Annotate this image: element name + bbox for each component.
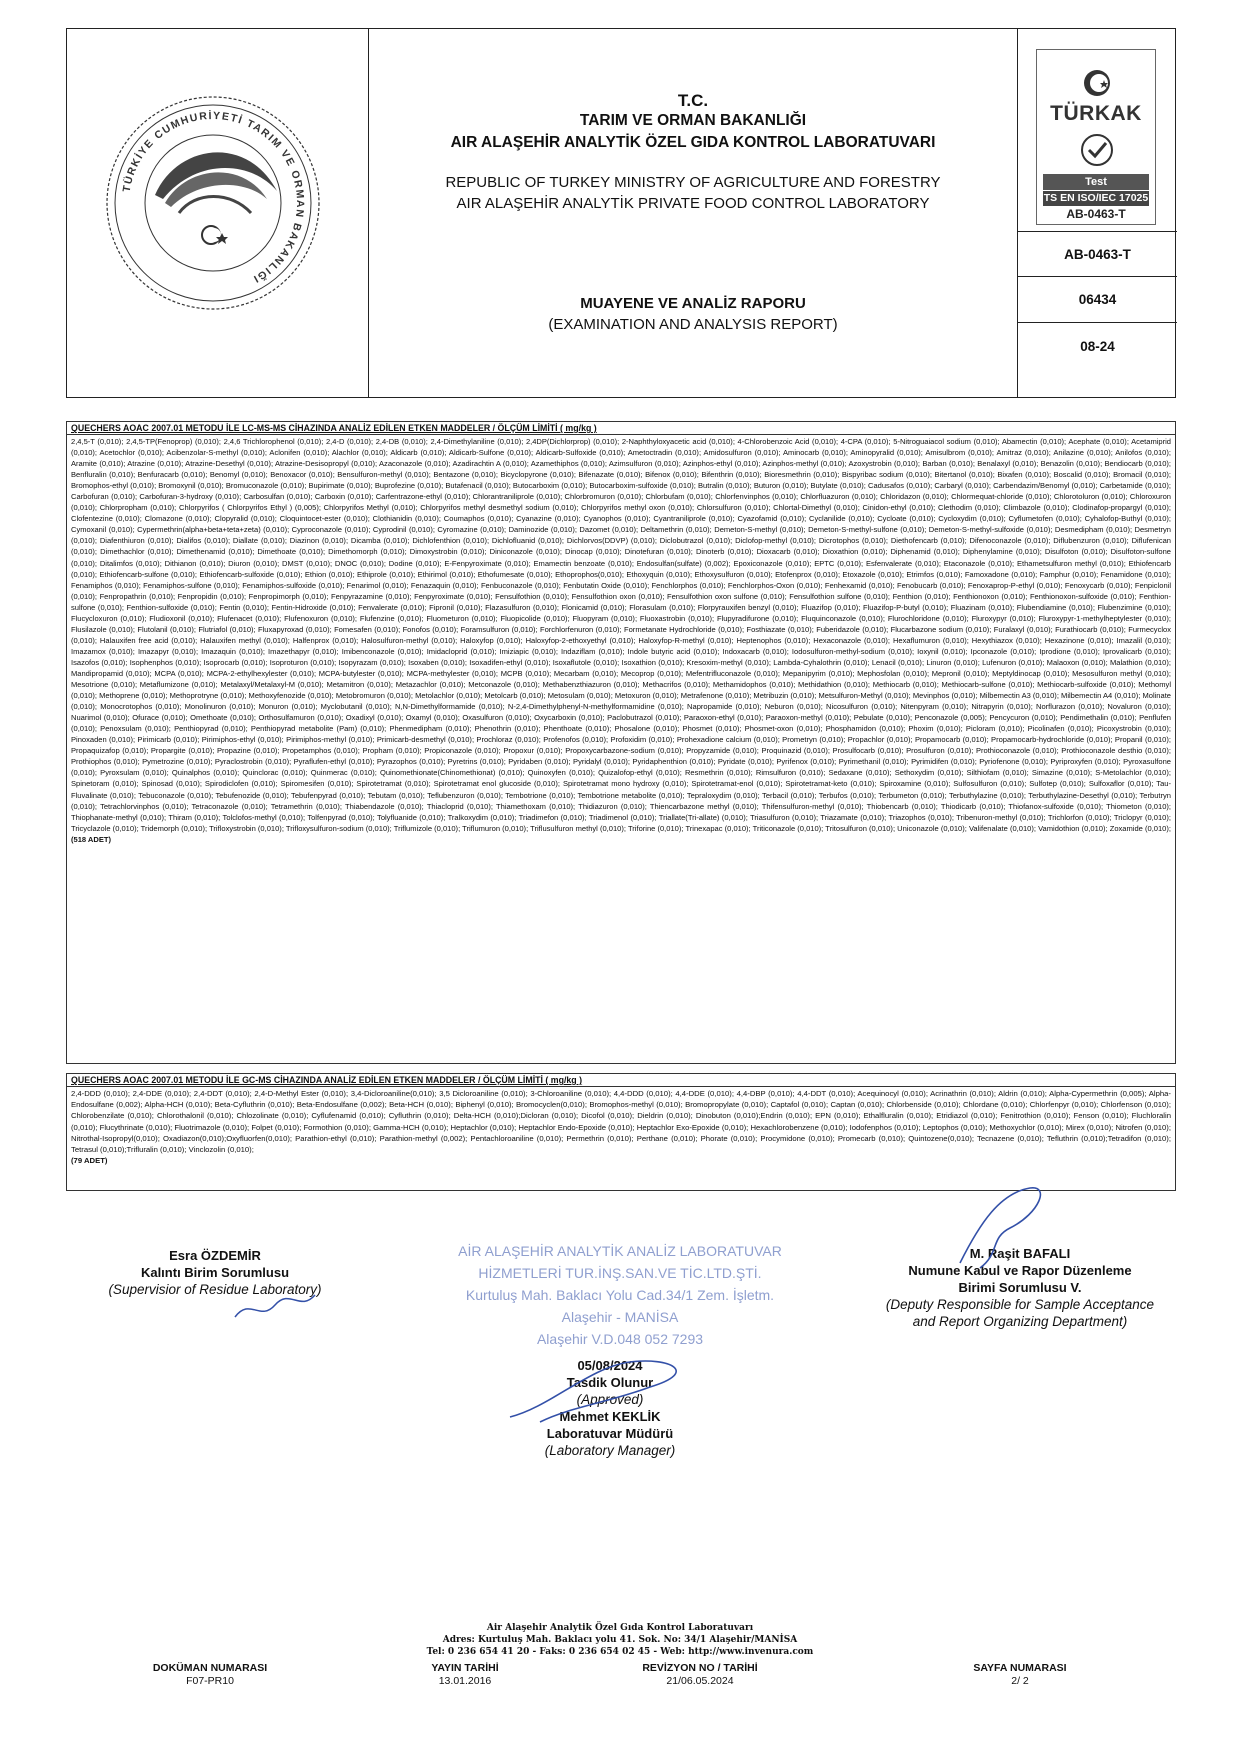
supervisor-title-en: (Supervisior of Residue Laboratory) [108,1282,322,1297]
turkak-badge [1036,49,1156,225]
supervisor-signature-block [80,1247,350,1298]
gcms-analyte-count: (79 ADET) [71,1156,108,1166]
manager-signature-block [460,1357,760,1459]
footer-revision [600,1662,800,1688]
gcms-section-title: QUECHERS AOAC 2007.01 METODU İLE GC-MS CİHAZINDA ANALİZ EDİLEN ETKEN MADDELER / ÖLÇÜM LİMİTİ ( mg/kg ) [67,1074,1175,1087]
footer-publish-date [390,1662,540,1688]
stamp-line: Kurtuluş Mah. Baklacı Yolu Cad.34/1 Zem. İşletm. [465,1287,775,1303]
footer-company: Air Alaşehir Analytik Özel Gıda Kontrol Laboratuvarı [486,1623,754,1633]
revision-value: 21/06.05.2024 [666,1675,734,1687]
deputy-signature-block [845,1245,1195,1330]
deputy-title-en-1: (Deputy Responsible for Sample Acceptance [885,1297,1155,1312]
turkak-standard: TS EN ISO/IEC 17025 [1043,192,1149,204]
supervisor-name: Esra ÖZDEMİR [169,1248,261,1263]
lab-name-en: AIR ALAŞEHİR ANALYTİK PRIVATE FOOD CONTROL LABORATORY [456,195,930,212]
deputy-name: M. Raşit BAFALI [969,1246,1071,1261]
checkmark-icon [1079,132,1115,168]
header-title-cell [369,29,1017,397]
signature-scribble-icon [500,1347,720,1427]
doc-number-value: F07-PR10 [186,1675,234,1687]
turkak-code: AB-0463-T [1066,207,1126,221]
footer-document-number [120,1662,300,1688]
ministry-name-tr: TARIM VE ORMAN BAKANLIĞI [579,112,807,129]
footer-company-info [320,1622,920,1658]
report-title-en: (EXAMINATION AND ANALYSIS REPORT) [548,316,838,333]
approval-label: Tasdik Olunur [566,1375,654,1390]
lcmsms-analyte-section [66,421,1176,1064]
signature-scribble-icon [230,1287,320,1327]
revision-label: REVİZYON NO / TARİHİ [642,1662,758,1674]
gcms-analyte-text: 2,4-DDD (0,010); 2,4-DDE (0,010); 2,4-DDT (0,010); 2,4-D-Methyl Ester (0,010); 3,4-Dicloroaniline(0,010); 3,5 Dicloroaniline (0,010); 3-Chloroaniline (0,010); 4,4-DDD (0,010); 4,4-DDE (0,010); 4,4-DBP (0,010); 4,4-DDT (0,010); Acequinocyl (0,010); Acrinathrin (0,010); Aldrin (0,010); Alpha-Cypermethrin (0,005); Alpha-Endosulfane (0,002); Alpha-HCH (0,010); Beta-Cyfluthrin (0,010); Beta-Endosulfane (0,002); Beta-HCH (0,010); Biphenyl (0,010); Bromocyclen(0,010); Bromophos-methyl (0,010); Bromopropylate (0,010); Captafol (0,010); Captan (0,010); Chlorbenside (0,010); Chlordane (0,010); Chlorfenpyr (0,010); Chlorfenson (0,010); Chlorobenzilate (0,010); Chlorothalonil (0,010); Chlozolinate (0,010); Cyflufenamid (0,010); Cyfluthrin (0,010); Delta-HCH (0,010);Dicloran (0,010); Dicofol (0,010); Dieldrin (0,010); Dinobuton (0,010);Endrin (0,010); EPN (0,010); Ethalfluralin (0,010); Etridiazol (0,010); Fenitrothion (0,010); Fenson (0,010); Fluchloralin (0,010); Flucythrinate (0,010); Fluotrimazole (0,010); Folpet (0,010); Formothion (0,010); Gamma-HCH (0,010); Heptachlor (0,010); Heptachlor Endo-Epoxide (0,010); Heptachlor Exo-Epoxide (0,010); Hexachlorobenzene (0,010); Iodofenphos (0,010); Leptophos (0,010); Methoxychlor (0,010); Mirex (0,010); Nitrofen (0,010); Nitrothal-Isopropyl(0,010); Oxadiazon(0,010);Oxyfluorfen(0,010); Parathion-ethyl (0,010); Parathion-methyl (0,002); Pentachloroaniline (0,010); Permethrin (0,010); Perthane (0,010); Phorate (0,010); Procymidone (0,010); Promecarb (0,010); Quintozene(0,010); Tecnazene (0,010); Tefluthrin (0,010);Tetradifon (0,010); Tetrasul (0,010);Trifluralin (0,010); Vinclozolin (0,010); [71,1089,1171,1155]
accreditation-cell [1017,29,1177,397]
tc-label: T.C. [677,91,709,110]
report-period: 08-24 [1080,339,1115,354]
deputy-title-en-2: and Report Organizing Department) [912,1314,1128,1329]
ministry-seal-icon [67,29,369,399]
signature-scribble-icon [940,1183,1060,1273]
report-title-tr: MUAYENE VE ANALİZ RAPORU [580,295,806,312]
turkak-crescent-icon [1077,68,1117,98]
manager-title-en: (Laboratory Manager) [544,1443,676,1458]
lab-name-tr: AIR ALAŞEHİR ANALYTİK ÖZEL GIDA KONTROL LABORATUVARI [450,134,936,151]
lcmsms-analyte-text: 2,4,5-T (0,010); 2,4,5-TP(Fenoprop) (0,010); 2,4,6 Trichlorophenol (0,010); 2,4-D (0,010); 2,4-DB (0,010); 2,4-Dimethylaniline (0,010); 2,4DP(Dichlorprop) (0,010); 2-Naphthyloxyacetic acid (0,010); 4-Chlorobenzoic Acid (0,010); 4-CPA (0,010); 5-Nitroguaiacol sodium (0,010); Abamectin (0,010); Acephate (0,010); Acetamiprid (0,010); Acetochlor (0,010); Acibenzolar-S-methyl (0,010); Aclonifen (0,010); Alachlor (0,010); Aldicarb (0,010); Aldicarb-Sulfone (0,010); Aldicarb-Sulfoxide (0,010); Ametoctradin (0,010); Amidosulfuron (0,010); Aminocarb (0,010); Aminopyralid (0,010); Amisulbrom (0,010); Amitraz (0,010); Anilazine (0,010); Anilofos (0,010); Aramite (0,010); Atrazine (0,010); Atrazine-Desethyl (0,010); Atrazine-Desisopropyl (0,010); Azaconazole (0,010); Azadirachtin A (0,010); Azamethiphos (0,010); Azimsulfuron (0,010); Azinphos-ethyl (0,010); Azinphos-methyl (0,010); Azoxystrobin (0,010); Barban (0,010); Benalaxyl (0,010); Benazolin (0,010); Bendiocarb (0,010); Benfluralin (0,010); Benfuracarb (0,010); Benomyl (0,010); Benoxacor (0,010); Bensulfuron-methyl (0,010); Bentazone (0,010); Bicyclopyrone (0,010); Bifenazate (0,010); Bifenox (0,010); Bifenthrin (0,010); Bioresmethrin (0,010); Bispyribac sodium (0,010); Bitertanol (0,010); Bixafen (0,010); Boscalid (0,010); Bromacil (0,010); Bromophos-ethyl (0,010); Bromoxynil (0,010); Bromuconazole (0,010); Bupirimate (0,010); Buprofezine (0,010); Butafenacil (0,010); Butocarboxim (0,010); Butocarboxim-sulfoxide (0,010); Butralin (0,010); Buturon (0,010); Butylate (0,010); Cadusafos (0,010); Carbaryl (0,010); Carbendazim/Benomyl (0,010); Carbetamide (0,010); Carbofuran (0,010); Carbofuran-3-hydroxy (0,010); Carbosulfan (0,010); Carboxin (0,010); Carfentrazone-ethyl (0,010); Chlorantraniliprole (0,010); Chlorbromuron (0,010); Chlorbufam (0,010); Chlorfenvinphos (0,010); Chlorfluazuron (0,010); Chloridazon (0,010); Chlormequat-chloride (0,010); Chlorotoluron (0,010); Chloroxuron (0,010); Chlorpropham (0,010); Chlorpyrifos ( Chlorpyrifos Ethyl ) (0,005); Chlorpyrifos Methyl (0,010); Chlorpyrifos methyl desmethyl sodium (0,010); Chlorpyrifos methyl oxon (0,010); Chlorsulfuron (0,010); Chlortal-Dimethyl (0,010); Cinidon-ethyl (0,010); Clethodim (0,010); Climbazole (0,010); Clodinafop-propargyl (0,010); Clofentezine (0,010); Clomazone (0,010); Clopyralid (0,010); Cloquintocet-ester (0,010); Clothianidin (0,010); Coumaphos (0,010); Cyanazine (0,010); Cyanophos (0,010); Cyantraniliprole (0,010); Cyazofamid (0,010); Cyclanilide (0,010); Cycloate (0,010); Cycloxydim (0,010); Cyflumetofen (0,010); Cyhalofop-Buthyl (0,010); Cymoxanil (0,010); Cypermethrin(alpha+beta+teta+zeta) (0,010); Cyproconazole (0,010); Cyprodinil (0,010); Cyromazine (0,010); Daminozide (0,010); Dazomet (0,010); Deltamethrin (0,010); Demeton-S-methyl (0,010); Demeton-S-methyl-sulfone (0,010); Demeton-S-methyl-sulfoxide (0,010); Desmedipham (0,010); Desmetryn (0,010); Diafenthiuron (0,010); Dialifos (0,010); Diallate (0,010); Diazinon (0,010); Dicamba (0,010); Dichlofenthion (0,010); Dichlofluanid (0,010); Dichlorvos(DDVP) (0,010); Diclobutrazol (0,010); Diclofop-methyl (0,010); Dicrotophos (0,010); Diethofencarb (0,010); Difenoconazole (0,010); Diflubenzuron (0,010); Diflufenican (0,010); Dimethachlor (0,010); Dimethenamid (0,010); Dimethoate (0,010); Dimethomorph (0,010); Dimoxystrobin (0,010); Diniconazole (0,010); Dinocap (0,010); Dinotefuran (0,010); Dinoterb (0,010); Dioxacarb (0,010); Dioxathion (0,010); Diphenamid (0,010); Diphenylamine (0,010); Disulfoton (0,010); Disulfoton-sulfone (0,010); Ditalimfos (0,010); Dithianon (0,010); Diuron (0,010); DMST (0,010); DNOC (0,010); Dodine (0,010); E-Fenpyroximate (0,010); Emamectin benzoate (0,010); Endosulfan(sulfate) (0,002); Epoxiconazole (0,010); EPTC (0,010); Esfenvalerate (0,010); Etaconazole (0,010); Ethametsulfuron methyl (0,010); Ethiofencarb (0,010); Ethiofencarb-sulfone (0,010); Ethiofencarb-sulfoxide (0,010); Ethion (0,010); Ethiprole (0,010); Ethirimol (0,010); Ethofumesate (0,010); Ethoprophos(0,010); Ethoxyquin (0,010); Ethoxysulfuron (0,010); Etofenprox (0,010); Etoxazole (0,010); Etrimfos (0,010); Famoxadone (0,010); Famphur (0,010); Fenamidone (0,010); Fenamiphos (0,010); Fenamiphos-sulfone (0,010); Fenamiphos-sulfoxide (0,010); Fenarimol (0,010); Fenazaquin (0,010); Fenbuconazole (0,010); Fenbutatin Oxide (0,010); Fenchlorphos (0,010); Fenchlorphos-Oxon (0,010); Fenhexamid (0,010); Fenobucarb (0,010); Fenoxaprop-P-ethyl (0,010); Fenoxycarb (0,010); Fenpiclonil (0,010); Fenpropathrin (0,010); Fenpropidin (0,010); Fenpropimorph (0,010); Fenpyrazamine (0,010); Fenpyroximate (0,010); Fensulfothion (0,010); Fensulfothion oxon (0,010); Fensulfothion oxon sulfone (0,010); Fensulfothion sulfone (0,010); Fenthion (0,010); Fenthionoxon (0,010); Fenthionoxon-sulfoxide (0,010); Fenthion-sulfone (0,010); Fenthion-sulfoxide (0,010); Fentin (0,010); Fentin-Hidroxide (0,010); Fenvalerate (0,010); Fipronil (0,010); Flazasulfuron (0,010); Flonicamid (0,010); Florasulam (0,010); Florpyrauxifen benzyl (0,010); Fluazifop (0,010); Fluazifop-P-butyl (0,010); Fluazinam (0,010); Flubendiamine (0,010); Flubenzimine (0,010); Flucycloxuron (0,010); Fludioxonil (0,010); Flufenacet (0,010); Flufenoxuron (0,010); Flufenzine (0,010); Fluometuron (0,010); Fluopicolide (0,010); Fluopyram (0,010); Fluoxastrobin (0,010); Flupyradifurone (0,010); Fluquinconazole (0,010); Flurochloridone (0,010); Fluroxypyr (0,010); Fluroxypyr-1-methylheptylester (0,010); Flusilazole (0,010); Flutolanil (0,010); Flutriafol (0,010); Fluxapyroxad (0,010); Fomesafen (0,010); Fonofos (0,010); Foramsulfuron (0,010); Forchlorfenuron (0,010); Formetanate Hydrochloride (0,010); Fosthiazate (0,010); Fuberidazole (0,010); Flucarbazone sodium (0,010); Furalaxyl (0,010); Furathiocarb (0,010); Furmecyclox (0,010); Halauxifen free acid (0,010); Halauxifen methyl (0,010); Halfenprox (0,010); Halosulfuron-methyl (0,010); Haloxyfop (0,010); Haloxyfop-2-ethoxyethyl (0,010); Haloxyfop-R-methyl (0,010); Heptenophos (0,010); Hexaconazole (0,010); Hexaflumuron (0,010); Hexythiazox (0,010); Hexazinone (0,010); Imazalil (0,010); Imazamox (0,010); Imazapyr (0,010); Imazaquin (0,010); Imazethapyr (0,010); Imibenconazole (0,010); Imidacloprid (0,010); Imiziapic (0,010); Indaziflam (0,010); Indole butyric acid (0,010); Indoxacarb (0,010); Iodosulfuron-methyl-sodium (0,010); Ioxynil (0,010); Ipconazole (0,010); Iprodione (0,010); Iprovalicarb (0,010); Isazofos (0,010); Isophenphos (0,010); Isoprocarb (0,010); Isoproturon (0,010); Isopyrazam (0,010); Isoxaben (0,010); Isoxadifen-ethyl (0,010); Isoxaflutole (0,010); Isoxathion (0,010); Kresoxim-methyl (0,010); Lambda-Cyhalothrin (0,010); Lenacil (0,010); Linuron (0,010); Lufenuron (0,010); Malaoxon (0,010); Malathion (0,010); Mandipropamid (0,010); MCPA (0,010); MCPA-2-ethylhexylester (0,010); MCPA-butylester (0,010); MCPA-methylester (0,010); MCPB (0,010); Mecarbam (0,010); Mecoprop (0,010); Mefentrifluconazole (0,010); Mepanipyrim (0,010); Mephosfolan (0,010); Mepronil (0,010); Meptyldinocap (0,010); Mesosulfuron methyl (0,010); Mesotrione (0,010); Metaflumizone (0,010); Metalaxyl/Metalaxyl-M (0,010); Metamitron (0,010); Metazachlor (0,010); Metconazole (0,010); Methabenzthiazuron (0,010); Methacrifos (0,010); Methamidophos (0,010); Methidathion (0,010); Methiocarb (0,010); Methiocarb-sulfone (0,010); Methiocarb-sulfoxide (0,010); Methomyl (0,010); Methoprene (0,010); Methoprotryne (0,010); Methoxyfenozide (0,010); Metobromuron (0,010); Metolachlor (0,010); Metolcarb (0,010); Metosulam (0,010); Metoxuron (0,010); Metrafenone (0,010); Metribuzin (0,010); Metsulfuron-Methyl (0,010); Mevinphos (0,010); Milbemectin A3 (0,010); Milbemectin A4 (0,010); Molinate (0,010); Monocrotophos (0,010); Monolinuron (0,010); Monuron (0,010); Myclobutanil (0,010); N,N-Dimethylformamide (0,010); N-2,4-Dimethylphenyl-N-methylformamidine (0,010); Napropamide (0,010); Neburon (0,010); Nicosulfuron (0,010); Nitenpyram (0,010); Nitrapyrin (0,010); Norflurazon (0,010); Novaluron (0,010); Nuarimol (0,010); Ofurace (0,010); Omethoate (0,010); Orthosulfamuron (0,010); Oxadixyl (0,010); Oxamyl (0,010); Oxasulfuron (0,010); Oxycarboxin (0,010); Paclobutrazol (0,010); Paraoxon-ethyl (0,010); Paraoxon-methyl (0,010); Pebulate (0,010); Penconazole (0,005); Pencycuron (0,010); Pendimethalin (0,010); Penflufen (0,010); Penoxsulam (0,010); Penthiopyrad (0,010); Penthiopyrad metabolite (Pam) (0,010); Phenmedipham (0,010); Phenothrin (0,010); Phenthoate (0,010); Phosalone (0,010); Phosmet (0,010); Phosmet-oxon (0,010); Phosphamidon (0,010); Phoxim (0,010); Picloram (0,010); Picolinafen (0,010); Picoxystrobin (0,010); Pinoxaden (0,010); Pirimicarb (0,010); Pirimiphos-ethyl (0,010); Pirimiphos-methyl (0,010); Primicarb-desmethyl (0,010); Prochloraz (0,010); Profenofos (0,010); Profoxidim (0,010); Prohexadione calcium (0,010); Prometryn (0,010); Propachlor (0,010); Propamocarb (0,010); Propamocarb-hydrochloride (0,010); Propanil (0,010); Propaquizafop (0,010); Propargite (0,010); Propazine (0,010); Propetamphos (0,010); Propham (0,010); Propiconazole (0,010); Propoxur (0,010); Propoxycarbazone-sodium (0,010); Propyzamide (0,010); Proquinazid (0,010); Prosulfocarb (0,010); Prosulfuron (0,010); Prothioconazole (0,010); Prothioconazole desthio (0,010); Prothiophos (0,010); Pymetrozine (0,010); Pyraclostrobin (0,010); Pyraflufen-ethyl (0,010); Pyrazophos (0,010); Pyretrins (0,010); Pyridaben (0,010); Pyridalyl (0,010); Pyridaphenthion (0,010); Pyridate (0,010); Pyrifenox (0,010); Pyrimethanil (0,010); Pyrimidifen (0,010); Pyriofenone (0,010); Pyriproxyfen (0,010); Pyroxasulfone (0,010); Pyroxsulam (0,010); Quinalphos (0,010); Quinclorac (0,010); Quinmerac (0,010); Quinomethionate(Chinomethionat) (0,010); Quinoxyfen (0,010); Quizalofop-ethyl (0,010); Resmethrin (0,010); Rimsulfuron (0,010); Sedaxane (0,010); Sethoxydim (0,010); Silthiofam (0,010); Simazine (0,010); S-Metolachlor (0,010); Spinetoram (0,010); Spinosad (0,010); Spirodiclofen (0,010); Spiromesifen (0,010); Spirotetramat (0,010); Spirotetramat enol glucoside (0,010); Spirotetramat mono hydroxy (0,010); Spirotetramat-enol (0,010); Spirotetramat-keto (0,010); Spiroxamine (0,010); Sulfosulfuron (0,010); Sulfotep (0,010); Sulfoxaflor (0,010); Tau-Fluvalinate (0,010); Tebuconazole (0,010); Tebufenozide (0,010); Tebufenpyrad (0,010); Tebutam (0,010); Teflubenzuron (0,010); Tembotrione (0,010); Tembotrione metabolite (0,010); Tepraloxydim (0,010); Terbacil (0,010); Terbufos (0,010); Terbumeton (0,010); Terbuthylazine (0,010); Terbuthylazine-Desethyl (0,010); Terbutryn (0,010); Tetrachlorvinphos (0,010); Tetraconazole (0,010); Tetramethrin (0,010); Thiabendazole (0,010); Thiacloprid (0,010); Thiamethoxam (0,010); Thidiazuron (0,010); Thiencarbazone methyl (0,010); Thifensulfuron-methyl (0,010); Thiobencarb (0,010); Thiodicarb (0,010); Thiofanox-sulfoxide (0,010); Thiometon (0,010); Thiophanate-methyl (0,010); Thiram (0,010); Tolclofos-methyl (0,010); Tolfenpyrad (0,010); Tolyfluanide (0,010); Tralkoxydim (0,010); Triadimefon (0,010); Triadimenol (0,010); Triallate(Tri-allate) (0,010); Triasulfuron (0,010); Triazamate (0,010); Triazophos (0,010); Tribenuron-methyl (0,010); Trichlorfon (0,010); Triclopyr (0,010); Tricyclazole (0,010); Tridemorph (0,010); Trifloxystrobin (0,010); Trifloxysulfuron-sodium (0,010); Triflumizole (0,010); Triflumuron (0,010); Triflusulfuron methyl (0,010); Triforine (0,010); Trinexapac (0,010); Triticonazole (0,010); Tritosulfuron (0,010); Uniconazole (0,010); Valifenalate (0,010); Vamidothion (0,010); Zoxamide (0,010); [71,437,1171,833]
report-header [66,28,1176,398]
gcms-analyte-list [67,1087,1175,1192]
svg-text:TÜRKİYE CUMHURİYETİ TARIM VE O: TÜRKİYE CUMHURİYETİ TARIM VE ORMAN BAKANLIĞI [120,109,307,286]
page-number-label: SAYFA NUMARASI [973,1662,1067,1674]
gcms-analyte-section [66,1073,1176,1191]
page-number-value: 2/ 2 [1011,1675,1029,1687]
accreditation-number: AB-0463-T [1018,231,1177,277]
doc-number-label: DOKÜMAN NUMARASI [152,1662,268,1674]
stamp-line: Alaşehir V.D.048 052 7293 [536,1331,704,1347]
ministry-name-en: REPUBLIC OF TURKEY MINISTRY OF AGRICULTURE AND FORESTRY [445,174,941,191]
publish-date-value: 13.01.2016 [438,1675,492,1687]
manager-name: Mehmet KEKLİK [559,1409,661,1424]
approval-date: 05/08/2024 [577,1358,643,1373]
footer-contact: Tel: 0 236 654 41 20 - Faks: 0 236 654 02 45 - Web: http://www.invenura.com [426,1647,814,1657]
stamp-line: AİR ALAŞEHİR ANALYTİK ANALİZ LABORATUVAR [458,1243,782,1259]
manager-title: Laboratuvar Müdürü [546,1426,674,1441]
footer-address: Adres: Kurtuluş Mah. Baklacı yolu 41. Sok. No: 34/1 Alaşehir/MANİSA [442,1635,798,1645]
turkak-name: TÜRKAK [1050,102,1142,125]
turkak-test-label: Test [1043,174,1149,190]
company-stamp [430,1240,810,1350]
deputy-title-1: Numune Kabul ve Rapor Düzenleme [908,1263,1132,1278]
report-number: 06434 [1018,277,1177,323]
lcmsms-analyte-count: (518 ADET) [71,834,111,844]
stamp-line: Alaşehir - MANİSA [561,1309,679,1325]
lcmsms-analyte-list [67,435,1175,1065]
lcmsms-section-title: QUECHERS AOAC 2007.01 METODU İLE LC-MS-MS CİHAZINDA ANALİZ EDİLEN ETKEN MADDELER / ÖLÇÜM LİMİTİ ( mg/kg ) [67,422,1175,435]
ministry-logo-cell [67,29,369,397]
stamp-line: HİZMETLERİ TUR.İNŞ.SAN.VE TİC.LTD.ŞTİ. [478,1265,762,1281]
deputy-title-2: Birimi Sorumlusu V. [958,1280,1082,1295]
publish-date-label: YAYIN TARİHİ [431,1662,499,1674]
approval-label-en: (Approved) [576,1392,644,1407]
footer-page-number [940,1662,1100,1688]
supervisor-title: Kalıntı Birim Sorumlusu [140,1265,290,1280]
